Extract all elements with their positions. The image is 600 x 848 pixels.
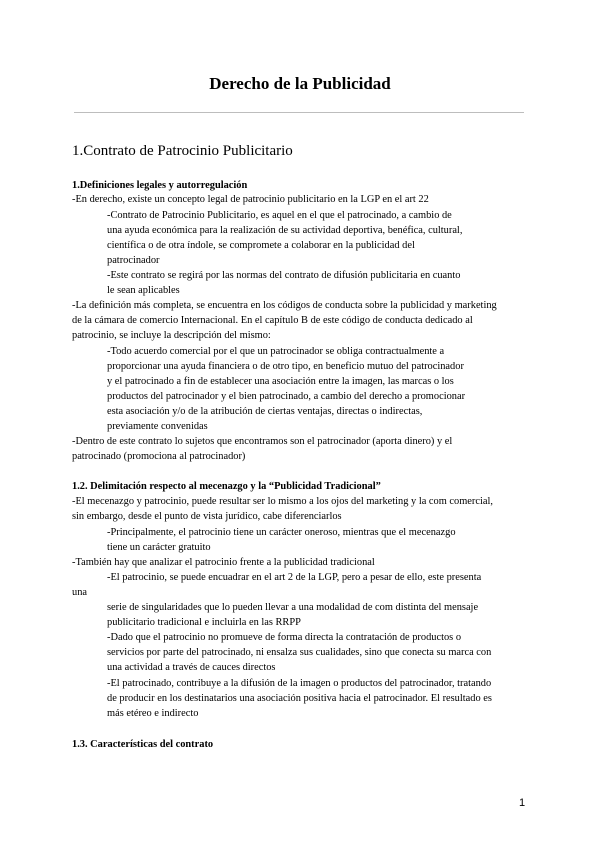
title-divider — [74, 112, 524, 113]
paragraph-line: -En derecho, existe un concepto legal de patrocinio publicitario en la LGP en el art 22 — [72, 194, 429, 205]
paragraph-line: una — [72, 587, 88, 598]
paragraph-line: -La definición más completa, se encuentra en los códigos de conducta sobre la publicidad y marketing — [72, 300, 497, 311]
paragraph-line: una ayuda económica para la realización de su actividad deportiva, benéfica, cultural, — [107, 225, 463, 236]
paragraph-line: esta asociación y/o de la atribución de ciertas ventajas, directas o indirectas, — [107, 406, 423, 417]
paragraph-line: -Dentro de este contrato lo sujetos que encontramos son el patrocinador (aporta dinero) y el — [72, 436, 453, 447]
document-title: Derecho de la Publicidad — [209, 74, 391, 93]
paragraph-line: de producir en los destinatarios una asociación positiva hacia el patrocinador. El resultado es — [107, 693, 492, 704]
paragraph-line: proporcionar una ayuda financiera o de otro tipo, en beneficio mutuo del patrocinador — [107, 361, 464, 372]
paragraph-line: -Dado que el patrocinio no promueve de forma directa la contratación de productos o — [107, 632, 462, 643]
section-heading: 1.Contrato de Patrocinio Publicitario — [72, 143, 293, 159]
paragraph-line: productos del patrocinador y el bien patrocinado, a cambio del derecho a promocionar — [107, 391, 466, 402]
paragraph-line: le sean aplicables — [107, 285, 180, 296]
paragraph-line: sin embargo, desde el punto de vista jurídico, cabe diferenciarlos — [72, 511, 342, 522]
page-number: 1 — [519, 797, 526, 809]
paragraph-line: serie de singularidades que lo pueden llevar a una modalidad de com distinta del mensaje — [107, 602, 479, 613]
paragraph-line: servicios por parte del patrocinado, ni ensalza sus cualidades, sino que conecta su marca con — [107, 647, 492, 658]
paragraph-line: patrocinado (promociona al patrocinador) — [72, 451, 246, 462]
paragraph-line: -El patrocinado, contribuye a la difusión de la imagen o productos del patrocinador, tratando — [107, 678, 492, 689]
paragraph-line: -Este contrato se regirá por las normas del contrato de difusión publicitaria en cuanto — [107, 270, 461, 281]
paragraph-line: -También hay que analizar el patrocinio frente a la publicidad tradicional — [72, 557, 375, 568]
paragraph-line: de la cámara de comercio Internacional. En el capítulo B de este código de conducta dedicado al — [72, 315, 473, 326]
paragraph-line: más etéreo e indirecto — [107, 708, 199, 719]
paragraph-line: -Principalmente, el patrocinio tiene un carácter oneroso, mientras que el mecenazgo — [107, 527, 456, 538]
subsection-heading-3: 1.3. Características del contrato — [72, 739, 214, 750]
subsection-heading-2: 1.2. Delimitación respecto al mecenazgo y la “Publicidad Tradicional” — [72, 481, 381, 492]
paragraph-line: patrocinador — [107, 255, 160, 266]
paragraph-line: -Todo acuerdo comercial por el que un patrocinador se obliga contractualmente a — [107, 346, 445, 357]
paragraph-line: -El mecenazgo y patrocinio, puede resultar ser lo mismo a los ojos del marketing y la com comercial, — [72, 496, 493, 507]
subsection-heading-1: 1.Definiciones legales y autorregulación — [72, 180, 248, 191]
paragraph-line: tiene un carácter gratuito — [107, 542, 211, 553]
paragraph-line: una actividad a través de cauces directos — [107, 662, 276, 673]
paragraph-line: -El patrocinio, se puede encuadrar en el art 2 de la LGP, pero a pesar de ello, este presenta — [107, 572, 482, 583]
paragraph-line: y el patrocinado a fin de establecer una asociación entre la imagen, las marcas o los — [107, 376, 454, 387]
paragraph-line: previamente convenidas — [107, 421, 208, 432]
paragraph-line: publicitario tradicional e incluirla en las RRPP — [107, 617, 301, 628]
paragraph-line: -Contrato de Patrocinio Publicitario, es aquel en el que el patrocinado, a cambio de — [107, 210, 452, 221]
paragraph-line: científica o de otra índole, se compromete a colaborar en la publicidad del — [107, 240, 415, 251]
paragraph-line: patrocinio, se incluye la descripción del mismo: — [72, 330, 271, 341]
